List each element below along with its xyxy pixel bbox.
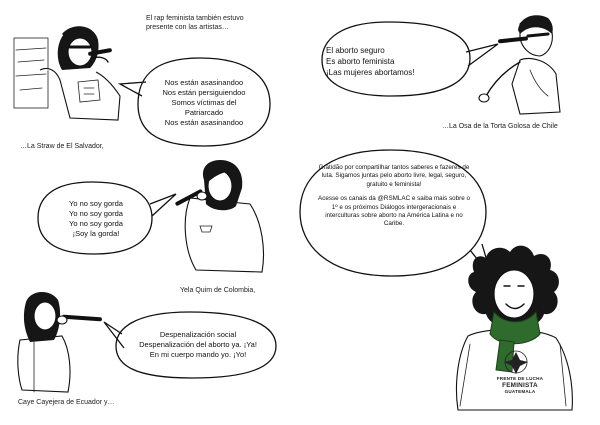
straw-lyric-line: Nos están persiguiendoo	[162, 88, 246, 97]
shirt-line: FEMINISTA	[502, 381, 538, 389]
caye-lyric-line: En mi cuerpo mando yo. ¡Yo!	[149, 350, 247, 359]
osa-lyric-line: Es aborto feminista	[326, 56, 395, 66]
osa-figure	[479, 15, 560, 114]
straw-intro-text: El rap feminista también estuvo presente con las artistas…	[146, 15, 244, 31]
caye-lyric-line: Despenalización social	[159, 330, 237, 339]
yela-figure	[175, 160, 264, 272]
shirt-line: GUATEMALA	[504, 388, 536, 394]
straw-figure	[14, 26, 120, 120]
caye-figure	[18, 292, 102, 392]
straw-caption: …La Straw de El Salvador,	[20, 143, 104, 150]
osa-lyric-line: El aborto seguro	[326, 45, 385, 55]
closing-text	[316, 164, 472, 268]
yela-lyric-line: Yo no soy gorda	[69, 219, 123, 228]
yela-lyric-line: Yo no soy gorda	[69, 199, 123, 208]
straw-lyrics	[142, 64, 266, 142]
straw-lyric-line: Nos están asasinandoo	[164, 78, 244, 87]
osa-lyric-line: ¡Las mujeres abortamos!	[326, 67, 415, 77]
straw-lyric-line: Somos víctimas del	[171, 98, 237, 107]
straw-lyric-line: Patriarcado	[184, 108, 224, 117]
shirt-lettering	[486, 376, 554, 394]
straw-lyric-line: Nos están asasinandoo	[164, 118, 244, 127]
yela-lyric-line: ¡Soy la gorda!	[72, 229, 120, 238]
osa-caption: …La Osa de la Torta Golosa de Chile	[442, 123, 558, 130]
yela-lyric-line: Yo no soy gorda	[69, 209, 123, 218]
osa-lyrics	[326, 30, 466, 92]
yela-caption: Yela Quim de Colombia,	[180, 287, 256, 294]
caye-caption: Caye Cayejera de Ecuador y…	[18, 399, 115, 406]
shirt-line: FRENTE DE LUCHA	[496, 376, 544, 381]
closing-invite: Acesse os canais da @RSMLAC e saiba mais sobre o 1º e os próximos Diálogos intergeracionais e interculturas sobre aborto na América Latina e no Caribe.	[318, 195, 470, 228]
yela-lyrics	[44, 188, 148, 250]
caye-lyrics	[124, 318, 272, 372]
caye-lyric-line: Despenalización del aborto ya. ¡Ya!	[139, 340, 257, 349]
closing-thanks: Gratidão por compartilhar tantos saberes e fazeres de luta. Sigamos juntas pelo aborto livre, legal, seguro, gratuito e feminista!	[318, 164, 470, 188]
